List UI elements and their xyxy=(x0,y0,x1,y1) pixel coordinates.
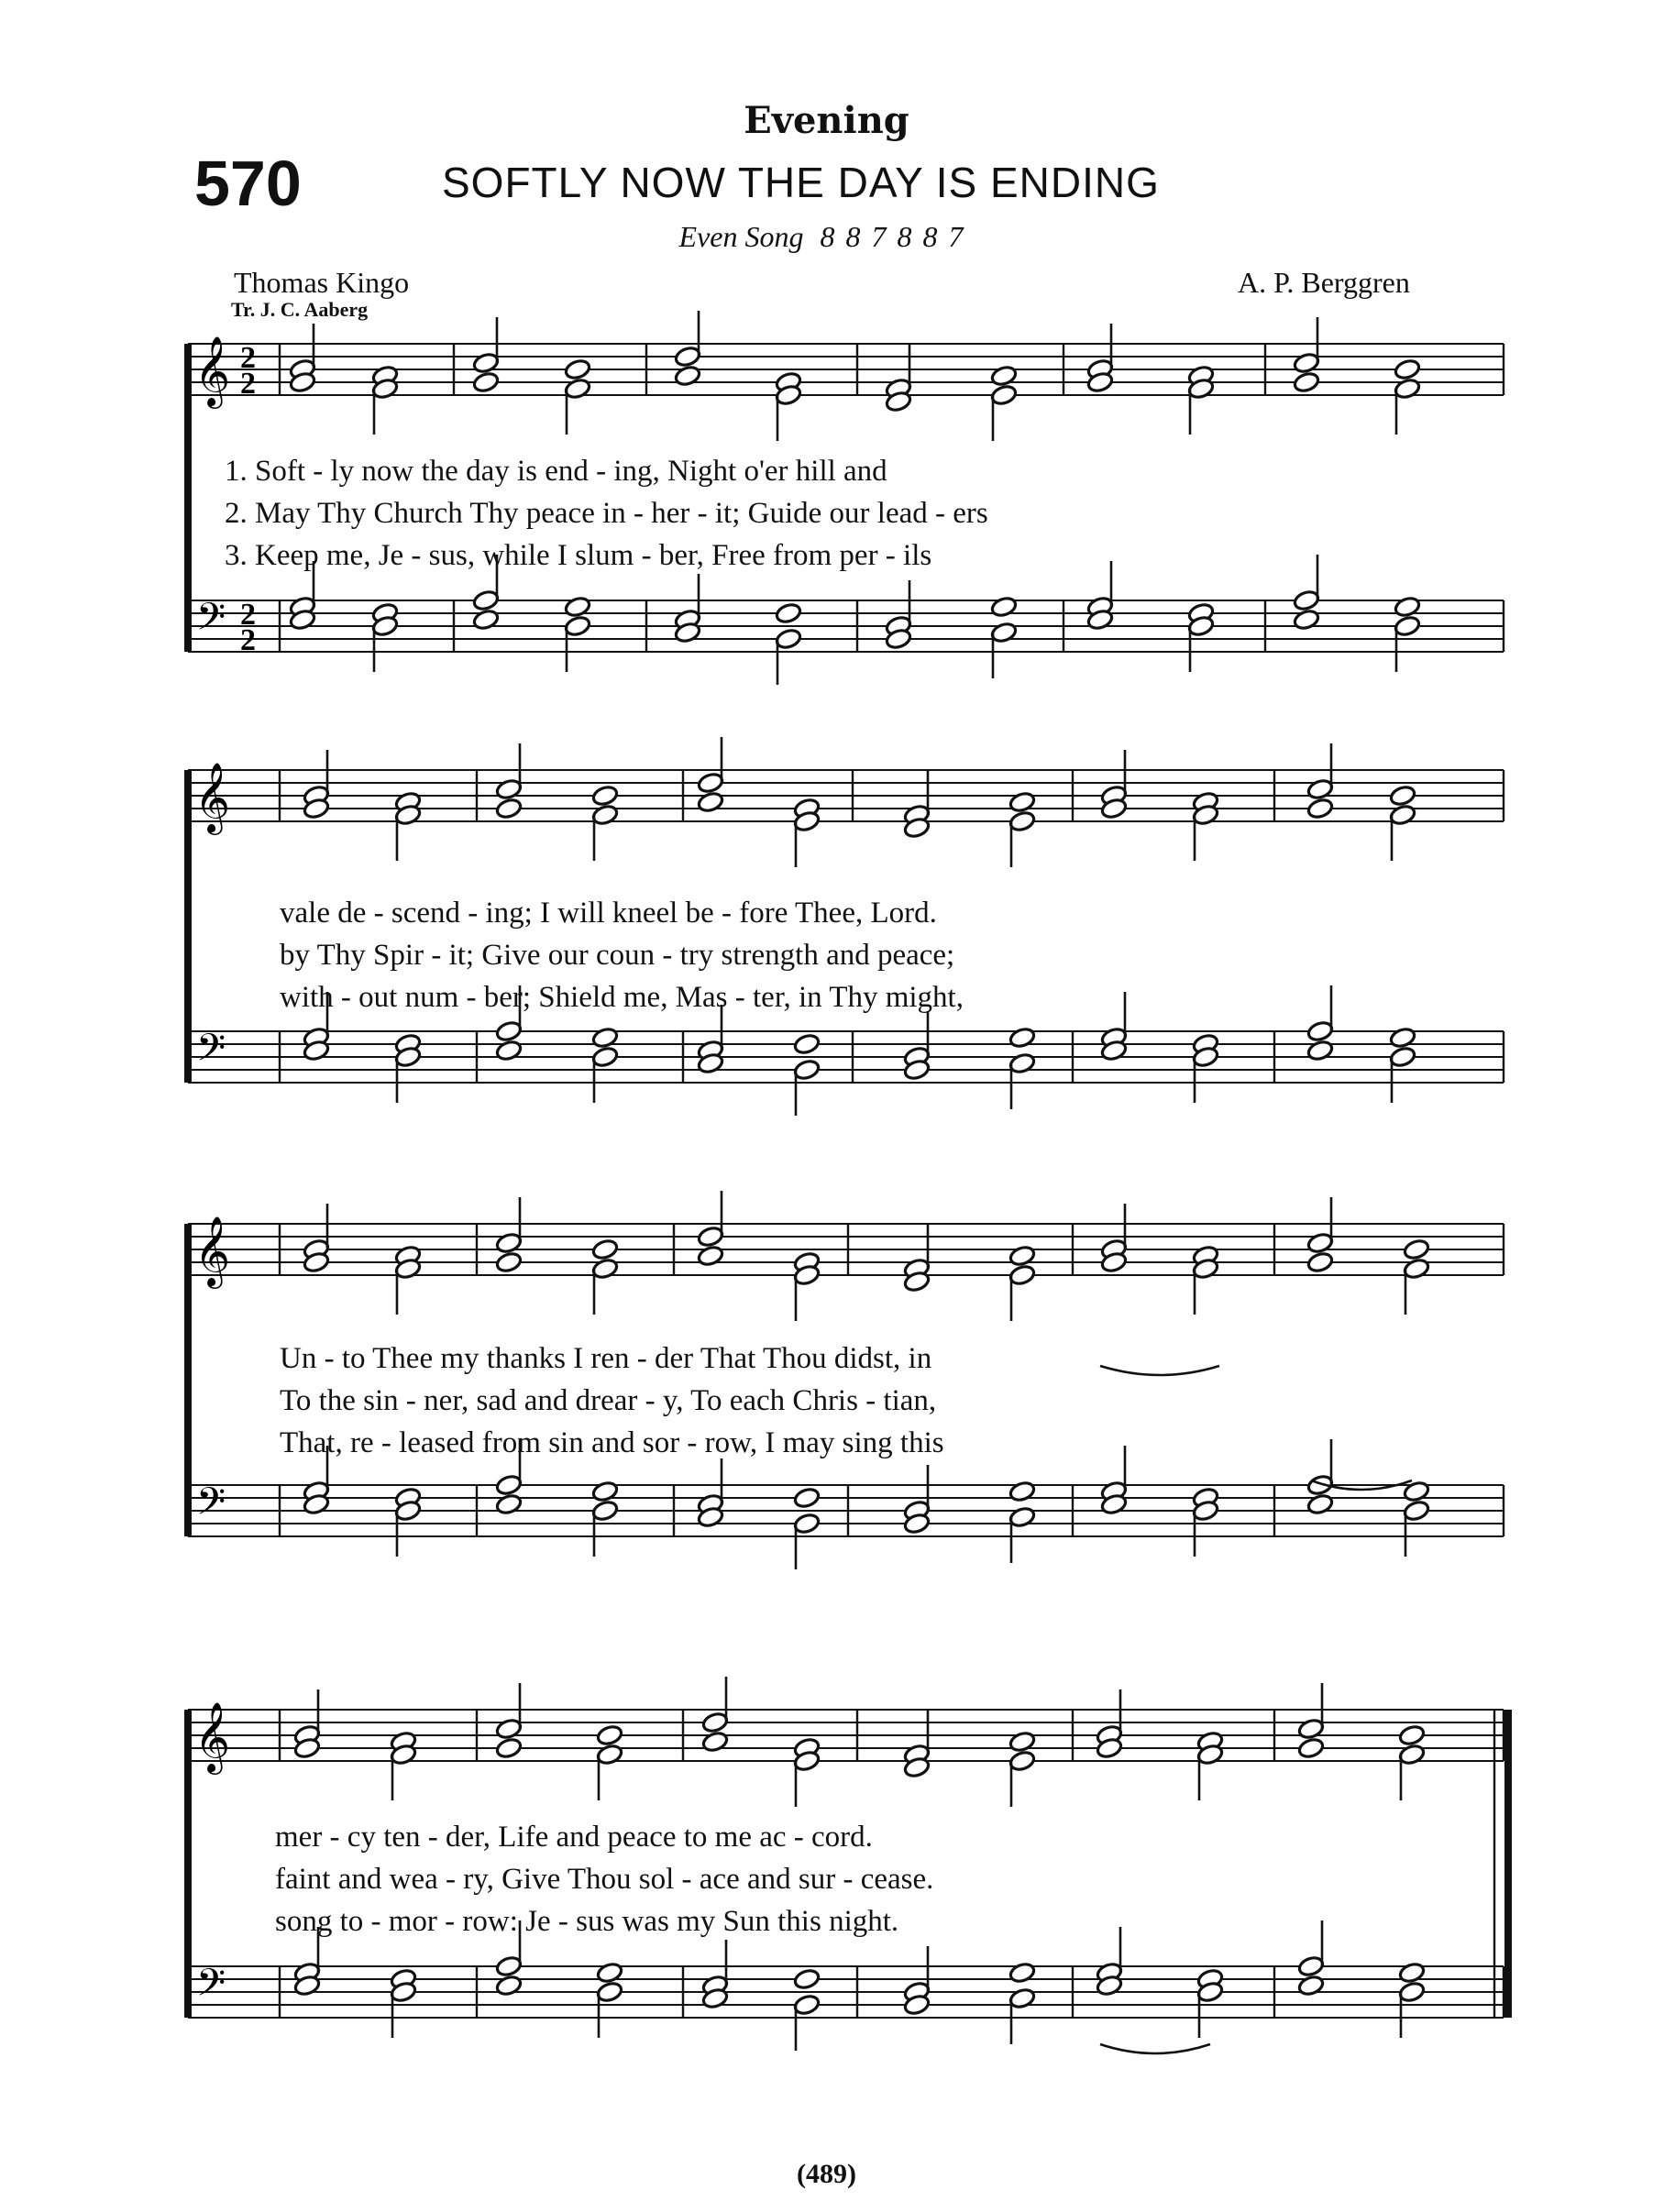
note-head xyxy=(591,785,619,808)
note-head xyxy=(701,1731,729,1754)
note-head xyxy=(472,609,500,632)
lyric-line: 3. Keep me, Je - sus, while I slum - ber, Free from per - ils xyxy=(225,539,932,572)
note-head xyxy=(793,1994,821,2017)
meter: 887887 xyxy=(820,220,975,253)
note-head xyxy=(793,1968,821,1991)
note-head xyxy=(701,1711,729,1734)
note-head xyxy=(591,1258,619,1281)
note-head xyxy=(990,596,1018,619)
lyric-line: To the sin - ner, sad and drear - y, To each Chris - tian, xyxy=(280,1384,937,1417)
note-head xyxy=(596,1744,623,1766)
note-head xyxy=(1008,1052,1036,1075)
note-head xyxy=(1008,1731,1036,1754)
note-head xyxy=(1389,804,1416,827)
lyric-line: vale de - scend - ing; I will kneel be - fore Thee, Lord. xyxy=(280,897,937,930)
tie xyxy=(1100,1366,1219,1375)
note-head xyxy=(1398,1962,1426,1985)
note-head xyxy=(495,1251,523,1274)
note-head xyxy=(591,1027,619,1050)
time-signature-digit: 2 xyxy=(240,598,256,632)
note-head xyxy=(591,1046,619,1069)
note-head xyxy=(1008,1987,1036,2010)
clef-icon: 𝄞 xyxy=(194,762,231,832)
note-head xyxy=(495,798,523,820)
note-head xyxy=(495,778,523,801)
note-head xyxy=(1297,1975,1325,1997)
note-head xyxy=(1389,1046,1416,1069)
note-head xyxy=(697,1226,724,1249)
note-head xyxy=(1008,1264,1036,1287)
note-head xyxy=(1389,785,1416,808)
note-head xyxy=(472,352,500,375)
note-head xyxy=(596,1981,623,2004)
lyric-line: with - out num - ber; Shield me, Mas - ter, in Thy might, xyxy=(280,981,964,1014)
clef-icon: 𝄢 xyxy=(196,1480,226,1533)
note-head xyxy=(591,1480,619,1503)
note-head xyxy=(1293,609,1320,632)
note-head xyxy=(1008,810,1036,833)
note-head xyxy=(1306,798,1334,820)
note-head xyxy=(775,628,802,651)
clef-icon: 𝄞 xyxy=(194,336,231,406)
lyric-line: That, re - leased from sin and sor - row, I may sing this xyxy=(280,1426,944,1459)
note-head xyxy=(495,1020,523,1043)
note-head xyxy=(990,622,1018,644)
note-head xyxy=(1403,1480,1430,1503)
note-head xyxy=(1008,1750,1036,1773)
note-head xyxy=(1008,1506,1036,1529)
note-head xyxy=(1394,358,1421,381)
lyric-line: by Thy Spir - it; Give our coun - try strength and peace; xyxy=(280,939,955,972)
note-head xyxy=(1403,1500,1430,1523)
note-head xyxy=(472,371,500,394)
page-number: (489) xyxy=(797,2159,856,2189)
note-head xyxy=(1306,1040,1334,1062)
note-head xyxy=(1394,615,1421,638)
note-head xyxy=(591,1500,619,1523)
note-head xyxy=(1403,1258,1430,1281)
note-head xyxy=(495,1955,523,1978)
time-signature-digit: 2 xyxy=(240,341,256,375)
lyric-line: Un - to Thee my thanks I ren - der That Thou didst, in xyxy=(280,1342,932,1375)
note-head xyxy=(1389,1027,1416,1050)
note-head xyxy=(564,596,591,619)
note-head xyxy=(1403,1238,1430,1261)
note-head xyxy=(495,1718,523,1741)
lyric-line: 1. Soft - ly now the day is end - ing, Night o'er hill and xyxy=(225,455,887,488)
clef-icon: 𝄢 xyxy=(196,1026,226,1079)
note-head xyxy=(775,602,802,625)
note-head xyxy=(495,1493,523,1516)
note-head xyxy=(1008,1962,1036,1985)
hymn-number: 570 xyxy=(194,148,302,219)
note-head xyxy=(1306,1232,1334,1255)
note-head xyxy=(990,365,1018,388)
note-head xyxy=(1008,1027,1036,1050)
clef-icon: 𝄢 xyxy=(196,1961,226,2014)
note-head xyxy=(1293,371,1320,394)
note-head xyxy=(564,615,591,638)
composer: A. P. Berggren xyxy=(1238,266,1410,299)
note-head xyxy=(793,1513,821,1535)
note-head xyxy=(1008,791,1036,814)
hymn-title: SOFTLY NOW THE DAY IS ENDING xyxy=(442,159,1160,206)
note-head xyxy=(1008,1245,1036,1268)
note-head xyxy=(1008,1480,1036,1503)
note-head xyxy=(1306,1251,1334,1274)
note-head xyxy=(495,1474,523,1497)
note-head xyxy=(1297,1955,1325,1978)
note-head xyxy=(495,1040,523,1062)
note-head xyxy=(1398,1981,1426,2004)
note-head xyxy=(495,1737,523,1760)
note-head xyxy=(1306,1493,1334,1516)
note-head xyxy=(1306,778,1334,801)
time-signature-digit: 2 xyxy=(240,623,256,657)
note-head xyxy=(674,346,701,369)
note-head xyxy=(564,378,591,401)
section-heading: Evening xyxy=(744,99,909,142)
clef-icon: 𝄢 xyxy=(196,595,226,648)
note-head xyxy=(793,1033,821,1056)
note-head xyxy=(1297,1718,1325,1741)
note-head xyxy=(596,1962,623,1985)
translator: Tr. J. C. Aaberg xyxy=(231,298,369,321)
clef-icon: 𝄞 xyxy=(194,1701,231,1772)
note-head xyxy=(697,791,724,814)
lyric-line: faint and wea - ry, Give Thou sol - ace and sur - cease. xyxy=(275,1863,934,1896)
note-head xyxy=(596,1724,623,1747)
note-head xyxy=(990,384,1018,407)
note-head xyxy=(564,358,591,381)
lyric-line: 2. May Thy Church Thy peace in - her - it; Guide our lead - ers xyxy=(225,497,988,530)
note-head xyxy=(591,804,619,827)
note-head xyxy=(793,1059,821,1082)
note-head xyxy=(495,1232,523,1255)
note-head xyxy=(1306,1020,1334,1043)
note-head xyxy=(495,1975,523,1997)
note-head xyxy=(1293,352,1320,375)
note-head xyxy=(793,1487,821,1510)
author: Thomas Kingo xyxy=(234,266,410,299)
note-head xyxy=(697,1245,724,1268)
tune-name: Even Song xyxy=(678,220,804,253)
note-head xyxy=(1398,1744,1426,1766)
note-head xyxy=(1394,596,1421,619)
note-head xyxy=(1293,589,1320,612)
clef-icon: 𝄞 xyxy=(194,1216,231,1286)
lyric-line: mer - cy ten - der, Life and peace to me ac - cord. xyxy=(275,1821,873,1854)
note-head xyxy=(1394,378,1421,401)
lyric-line: song to - mor - row: Je - sus was my Sun this night. xyxy=(275,1905,899,1938)
note-head xyxy=(591,1238,619,1261)
note-head xyxy=(674,365,701,388)
note-head xyxy=(697,772,724,795)
time-signature-digit: 2 xyxy=(240,367,256,401)
note-head xyxy=(472,589,500,612)
note-head xyxy=(1297,1737,1325,1760)
tie xyxy=(1100,2044,1210,2053)
note-head xyxy=(1398,1724,1426,1747)
